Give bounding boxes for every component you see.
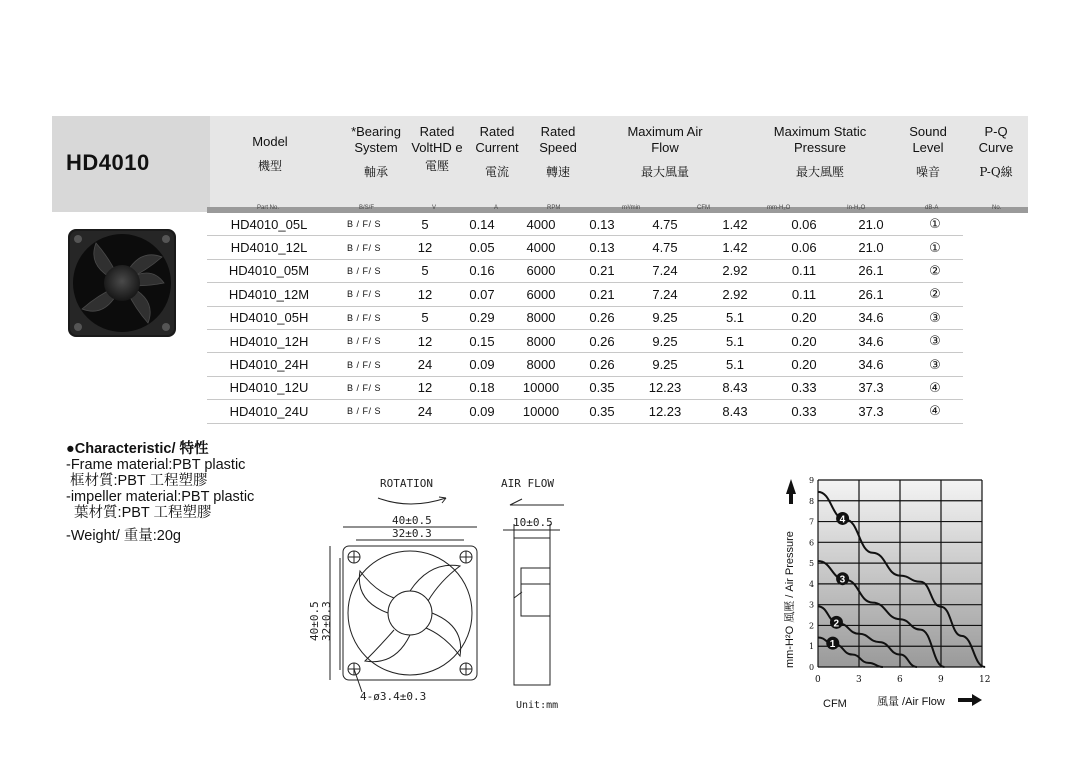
table-cell: 0.15 (453, 329, 511, 352)
table-cell: HD4010_24U (207, 400, 331, 423)
side-hub (521, 568, 550, 616)
table-cell: 0.35 (571, 400, 633, 423)
table-cell: B / F/ S (331, 376, 397, 399)
table-cell: 5.1 (697, 306, 773, 329)
table-row (207, 283, 963, 306)
table-cell: 9.25 (633, 329, 697, 352)
table-cell: 12 (397, 329, 453, 352)
pq-x-tick: 12 (979, 675, 991, 685)
header-model-cn: 機型 (257, 159, 282, 173)
table-cell: ④ (907, 376, 963, 399)
table-cell: 4.75 (633, 236, 697, 259)
table-cell: 4000 (511, 213, 571, 236)
table-cell: HD4010_24H (207, 353, 331, 376)
table-cell: B / F/ S (331, 353, 397, 376)
table-cell: 1.42 (697, 236, 773, 259)
table-cell: ④ (907, 400, 963, 423)
table-cell: 12.23 (633, 376, 697, 399)
table-cell: 6000 (511, 283, 571, 306)
unit-part: Part No. (257, 205, 280, 211)
characteristics-title: ●Characteristic/ 特性 (66, 441, 209, 457)
table-cell: 8.43 (697, 400, 773, 423)
header-bearing (345, 124, 407, 180)
table-cell: 0.20 (773, 329, 835, 352)
pq-y-tick: 7 (809, 517, 815, 527)
table-cell: 7.24 (633, 259, 697, 282)
table-cell: 0.26 (571, 353, 633, 376)
header-pressure-cn: 最大風壓 (795, 165, 844, 179)
table-cell: 10000 (511, 376, 571, 399)
table-cell: 12 (397, 376, 453, 399)
pq-x-tick: 0 (815, 675, 821, 685)
dimension-drawing (300, 466, 600, 718)
fan-bore (348, 551, 472, 675)
dim-vert-outer-label: 40±0.5 (308, 601, 321, 641)
header-voltage-en: Rated VoltHD e (411, 124, 463, 155)
pq-x-arrow-icon (958, 694, 982, 706)
header-current-cn: 電流 (484, 165, 509, 179)
fan-frame-outline (343, 546, 477, 680)
table-cell: B / F/ S (331, 213, 397, 236)
table-cell: 0.29 (453, 306, 511, 329)
dim-inner-label: 32±0.3 (392, 527, 432, 540)
table-cell: B / F/ S (331, 329, 397, 352)
header-speed-en: Rated Speed (539, 124, 577, 155)
header-pressure-en: Maximum Static Pressure (773, 124, 867, 155)
table-cell: HD4010_12M (207, 283, 331, 306)
table-row (207, 259, 963, 282)
header-bearing-cn: 軸承 (363, 165, 388, 179)
pq-y-tick: 1 (809, 642, 815, 652)
dim-vert-inner-label: 32±0.3 (320, 601, 333, 641)
table-cell: B / F/ S (331, 259, 397, 282)
pq-x-tick: 6 (897, 675, 903, 685)
table-cell: 8000 (511, 306, 571, 329)
table-cell: 0.06 (773, 236, 835, 259)
table-cell: 0.21 (571, 283, 633, 306)
table-cell: 4000 (511, 236, 571, 259)
dim-outer-label: 40±0.5 (392, 514, 432, 527)
table-row (207, 213, 963, 236)
table-cell: HD4010_12H (207, 329, 331, 352)
table-cell: ① (907, 213, 963, 236)
pq-x-tick: 9 (938, 675, 944, 685)
airflow-label: AIR FLOW (501, 477, 554, 490)
table-cell: 0.33 (773, 376, 835, 399)
table-cell: 6000 (511, 259, 571, 282)
header-pq (970, 124, 1022, 180)
pq-y-tick: 9 (809, 476, 815, 485)
pq-series-label: 1 (829, 639, 836, 651)
unit-mmh2o: mm-H₂O (767, 205, 791, 211)
table-cell: 0.13 (571, 213, 633, 236)
table-cell: 34.6 (835, 353, 907, 376)
table-cell: HD4010_12U (207, 376, 331, 399)
unit-rpm: RPM (547, 205, 561, 211)
table-cell: 5 (397, 213, 453, 236)
table-cell: 7.24 (633, 283, 697, 306)
fan-blades (359, 565, 460, 661)
table-cell: HD4010_12L (207, 236, 331, 259)
table-cell: 0.11 (773, 283, 835, 306)
table-cell: 0.21 (571, 259, 633, 282)
pq-ylabel: mm-H²O 風壓 / Air Pressure (784, 531, 796, 668)
header-airflow (620, 124, 710, 180)
mount-holes (348, 551, 472, 675)
table-cell: 9.25 (633, 353, 697, 376)
header-pressure (765, 124, 875, 180)
table-cell: 0.16 (453, 259, 511, 282)
char-line: -Frame material:PBT plastic (66, 457, 246, 473)
header-airflow-cn: 最大風量 (640, 165, 689, 179)
table-cell: 24 (397, 353, 453, 376)
header-bearing-en: *Bearing System (351, 124, 401, 155)
table-cell: 5 (397, 259, 453, 282)
table-cell: ② (907, 283, 963, 306)
table-cell: 0.05 (453, 236, 511, 259)
pq-xlabel-cn: 風量 /Air Flow (877, 696, 945, 708)
table-cell: 0.26 (571, 306, 633, 329)
header-pq-en: P-Q Curve (978, 124, 1014, 155)
unit-cfm: CFM (697, 205, 710, 211)
header-voltage (410, 124, 464, 174)
table-cell: 8000 (511, 329, 571, 352)
table-cell: 1.42 (697, 213, 773, 236)
table-cell: 0.18 (453, 376, 511, 399)
char-line: -Weight/ 重量:20g (66, 528, 181, 544)
table-cell: 0.07 (453, 283, 511, 306)
pq-y-tick: 6 (809, 538, 815, 548)
table-cell: B / F/ S (331, 306, 397, 329)
table-cell: HD4010_05L (207, 213, 331, 236)
table-cell: 2.92 (697, 259, 773, 282)
table-cell: 37.3 (835, 400, 907, 423)
pq-y-tick: 2 (809, 621, 815, 631)
table-cell: ② (907, 259, 963, 282)
rotation-label: ROTATION (380, 477, 433, 490)
dim-depth-label: 10±0.5 (513, 516, 553, 529)
pq-series-label: 4 (839, 514, 846, 526)
header-pq-cn: P-Q線 (979, 165, 1013, 179)
table-row (207, 329, 963, 352)
pq-series-label: 3 (839, 574, 846, 586)
pq-y-tick: 5 (809, 559, 815, 569)
unit-label: Unit:mm (516, 700, 559, 711)
unit-inh2o: In-H₂O (847, 205, 866, 211)
table-cell: B / F/ S (331, 400, 397, 423)
fan-hub (388, 591, 432, 635)
table-cell: 26.1 (835, 259, 907, 282)
pq-y-tick: 0 (809, 663, 815, 672)
table-cell: 24 (397, 400, 453, 423)
char-line: -impeller material:PBT plastic (66, 489, 255, 505)
table-cell: 0.26 (571, 329, 633, 352)
table-cell: 0.35 (571, 376, 633, 399)
table-cell: ③ (907, 353, 963, 376)
table-cell: HD4010_05H (207, 306, 331, 329)
model-title: HD4010 (66, 150, 150, 175)
table-cell: 21.0 (835, 236, 907, 259)
fan-photo (66, 227, 178, 339)
table-cell: 5.1 (697, 329, 773, 352)
table-cell: 0.13 (571, 236, 633, 259)
pq-y-tick: 3 (809, 600, 815, 610)
unit-db: dB-A (925, 205, 939, 211)
header-airflow-en: Maximum Air Flow (627, 124, 703, 155)
table-cell: B / F/ S (331, 236, 397, 259)
table-cell: 10000 (511, 400, 571, 423)
table-cell: 0.09 (453, 400, 511, 423)
spec-table (207, 213, 963, 424)
table-row (207, 376, 963, 399)
table-cell: 0.33 (773, 400, 835, 423)
characteristics (66, 441, 254, 544)
table-cell: 0.14 (453, 213, 511, 236)
table-cell: ③ (907, 306, 963, 329)
pq-y-tick: 4 (809, 579, 815, 589)
table-row (207, 353, 963, 376)
table-cell: 0.11 (773, 259, 835, 282)
table-cell: 34.6 (835, 306, 907, 329)
table-cell: 8.43 (697, 376, 773, 399)
table-cell: 12.23 (633, 400, 697, 423)
header-voltage-cn: 電壓 (424, 159, 449, 173)
header-sound (902, 124, 954, 180)
side-view (514, 538, 550, 685)
pq-y-arrow-icon (786, 479, 796, 504)
header-current-en: Rated Current (475, 124, 519, 155)
header-sound-en: Sound Level (909, 124, 947, 155)
char-line: 葉材質:PBT 工程塑膠 (66, 505, 212, 521)
table-cell: HD4010_05M (207, 259, 331, 282)
table-cell: 8000 (511, 353, 571, 376)
pq-y-tick: 8 (809, 496, 815, 506)
header-speed (530, 124, 586, 180)
table-cell: B / F/ S (331, 283, 397, 306)
table-cell: 0.06 (773, 213, 835, 236)
rotation-arrow-icon (378, 498, 446, 504)
table-cell: 5 (397, 306, 453, 329)
unit-amp: A (494, 205, 499, 211)
table-cell: 26.1 (835, 283, 907, 306)
unit-bearing: B/S/F (359, 205, 375, 211)
header-current (470, 124, 524, 180)
hole-label: 4-ø3.4±0.3 (360, 690, 427, 703)
pq-x-tick: 3 (856, 675, 862, 685)
unit-no: No. (992, 205, 1002, 211)
unit-m3: m³/min (622, 205, 641, 211)
table-cell: 4.75 (633, 213, 697, 236)
table-cell: 9.25 (633, 306, 697, 329)
pq-series-label: 2 (833, 618, 840, 630)
table-row (207, 306, 963, 329)
header-model-en: Model (252, 134, 288, 149)
table-cell: 5.1 (697, 353, 773, 376)
char-line: 框材質:PBT 工程塑膠 (66, 473, 208, 489)
table-cell: 37.3 (835, 376, 907, 399)
table-cell: 21.0 (835, 213, 907, 236)
header-model (235, 134, 305, 174)
unit-volt: V (432, 205, 437, 211)
table-row (207, 400, 963, 423)
header-sound-cn: 噪音 (915, 165, 940, 179)
table-cell: 34.6 (835, 329, 907, 352)
side-hub-detail (514, 584, 550, 598)
table-cell: ① (907, 236, 963, 259)
table-cell: 12 (397, 283, 453, 306)
table-cell: 0.20 (773, 306, 835, 329)
table-cell: 12 (397, 236, 453, 259)
pq-xlabel-cfm: CFM (823, 698, 847, 710)
table-cell: 0.09 (453, 353, 511, 376)
table-cell: ③ (907, 329, 963, 352)
table-cell: 0.20 (773, 353, 835, 376)
table-cell: 2.92 (697, 283, 773, 306)
airflow-arrow-icon (510, 499, 564, 505)
table-row (207, 236, 963, 259)
header-speed-cn: 轉速 (545, 165, 570, 179)
pq-chart (775, 470, 1025, 715)
